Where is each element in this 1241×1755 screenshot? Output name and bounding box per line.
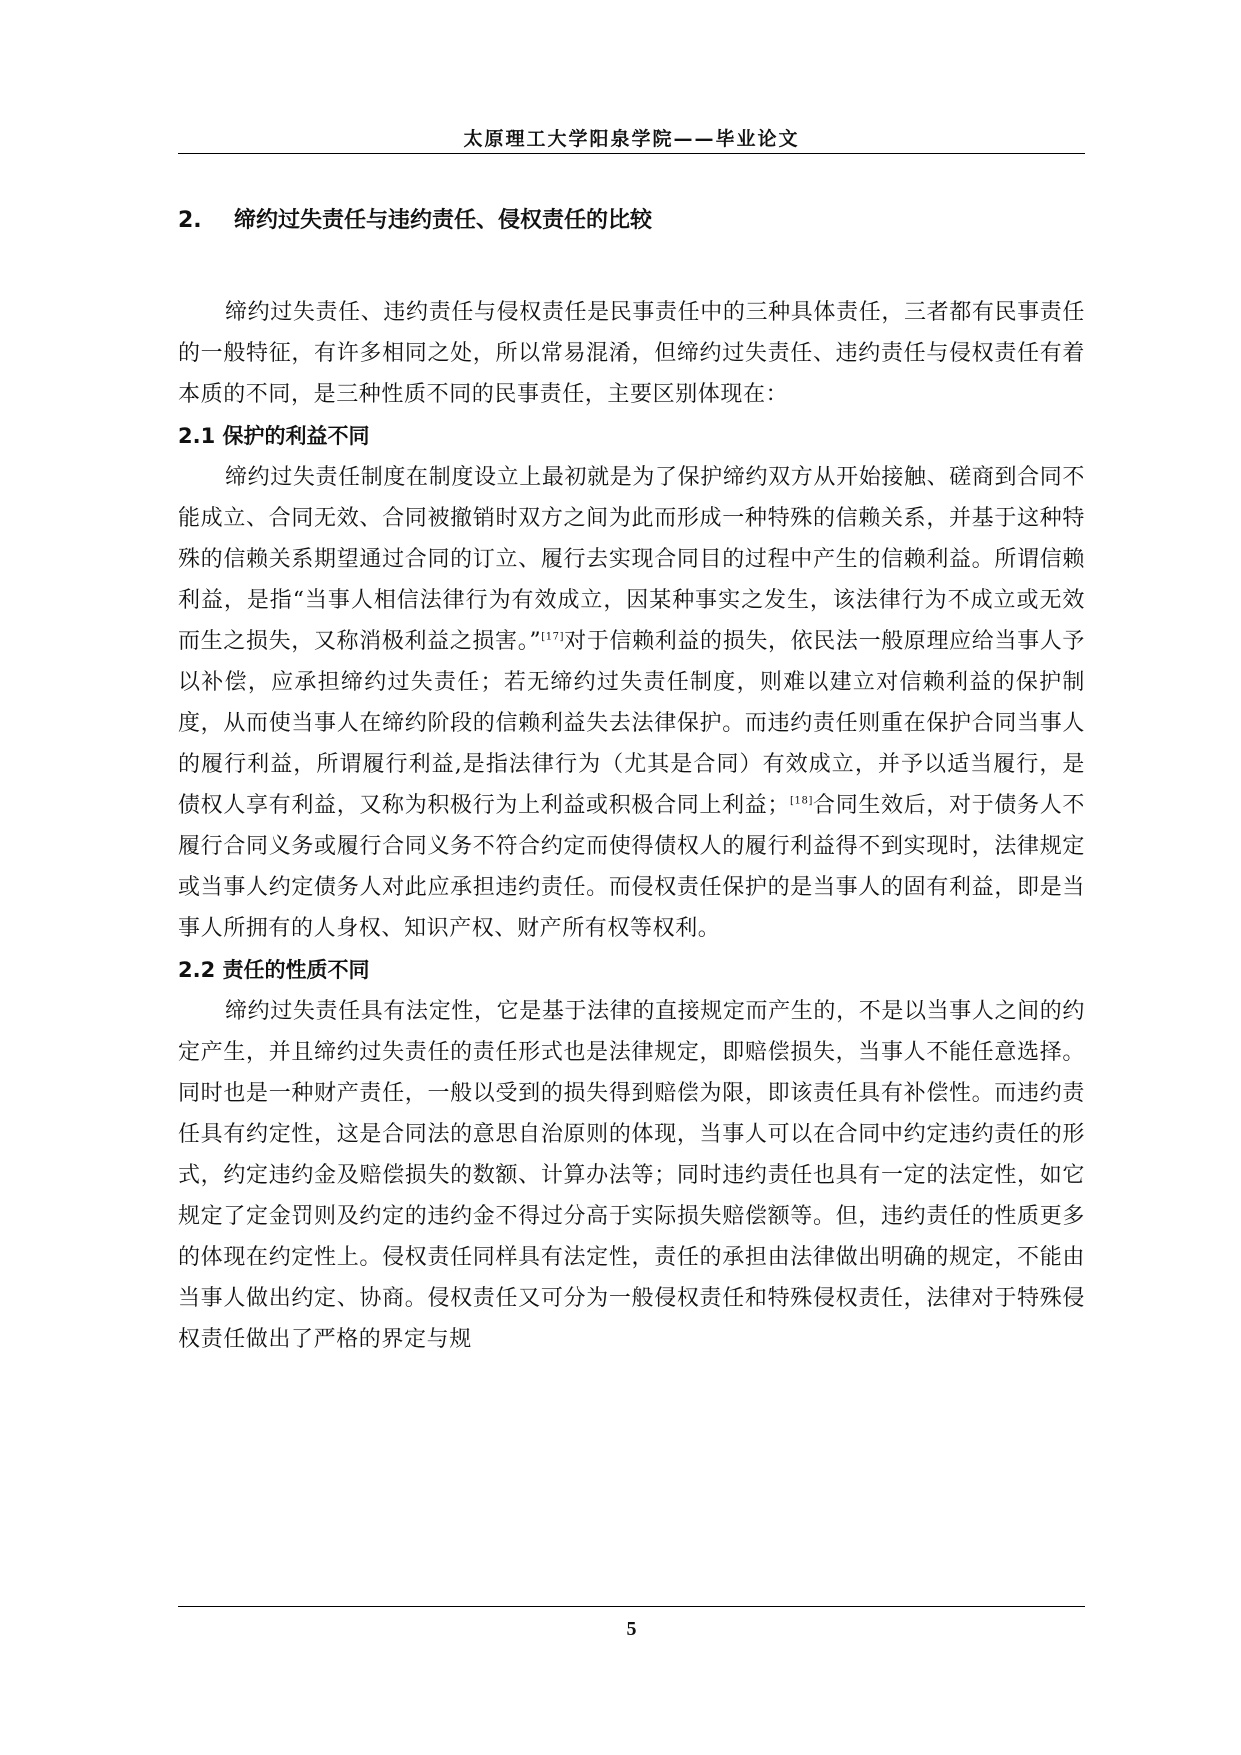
subsection-heading-2-1: 2.1 保护的利益不同 <box>178 424 370 448</box>
section-number: 2. <box>178 208 202 233</box>
section-heading <box>178 200 1085 242</box>
intro-paragraph: 缔约过失责任、违约责任与侵权责任是民事责任中的三种具体责任，三者都有民事责任的一般特征，有许多相同之处，所以常易混淆，但缔约过失责任、违约责任与侵权责任有着本质的不同，是三种性质不同的民事责任，主要区别体现在： <box>178 300 1085 407</box>
subsection-heading-2-2: 2.2 责任的性质不同 <box>178 958 370 982</box>
citation-18: [18] <box>790 795 813 807</box>
footer-divider <box>178 1606 1085 1607</box>
header-divider <box>178 153 1085 154</box>
page-number: 5 <box>626 1618 637 1640</box>
paragraph-protected-interests <box>178 457 1085 949</box>
citation-17: [17] <box>541 631 565 643</box>
running-header: 太原理工大学阳泉学院——毕业论文 <box>463 128 800 150</box>
paragraph-text: 缔约过失责任制度在制度设立上最初就是为了保护缔约双方从开始接触、磋商到合同不能成立、合同无效、合同被撤销时双方之间为此而形成一种特殊的信赖关系，并基于这种特殊的信赖关系期望通过合同的订立、履行去实现合同目的过程中产生的信赖利益。所谓信赖利益，是指“当事人相信法律行为有效成立，因某种事实之发生，该法律行为不成立或无效而生之损失，又称消极利益之损害。” <box>178 465 1085 654</box>
section-title-text: 缔约过失责任与违约责任、侵权责任的比较 <box>234 208 653 233</box>
paragraph-text: 对于信赖利益的损失，依民法一般原理应给当事人予以补偿，应承担缔约过失责任；若无缔约过失责任制度，则难以建立对信赖利益的保护制度，从而使当事人在缔约阶段的信赖利益失去法律保护。而违约责任则重在保护合同当事人的履行利益，所谓履行利益,是指法律行为（尤其是合同）有效成立，并予以适当履行，是债权人享有利益，又称为积极行为上利益或积极合同上利益； <box>178 629 1085 818</box>
body-content <box>178 200 1085 1360</box>
paragraph-text: 合同生效后，对于债务人不履行合同义务或履行合同义务不符合约定而使得债权人的履行利益得不到实现时，法律规定或当事人约定债务人对此应承担违约责任。而侵权责任保护的是当事人的固有利益，即是当事人所拥有的人身权、知识产权、财产所有权等权利。 <box>178 793 1086 941</box>
paragraph-liability-nature: 缔约过失责任具有法定性，它是基于法律的直接规定而产生的，不是以当事人之间的约定产生，并且缔约过失责任的责任形式也是法律规定，即赔偿损失，当事人不能任意选择。同时也是一种财产责任，一般以受到的损失得到赔偿为限，即该责任具有补偿性。而违约责任具有约定性，这是合同法的意思自治原则的体现，当事人可以在合同中约定违约责任的形式，约定违约金及赔偿损失的数额、计算办法等；同时违约责任也具有一定的法定性，如它规定了定金罚则及约定的违约金不得过分高于实际损失赔偿额等。但，违约责任的性质更多的体现在约定性上。侵权责任同样具有法定性，责任的承担由法律做出明确的规定，不能由当事人做出约定、协商。侵权责任又可分为一般侵权责任和特殊侵权责任，法律对于特殊侵权责任做出了严格的界定与规 <box>178 999 1085 1352</box>
spacer <box>178 242 1085 292</box>
